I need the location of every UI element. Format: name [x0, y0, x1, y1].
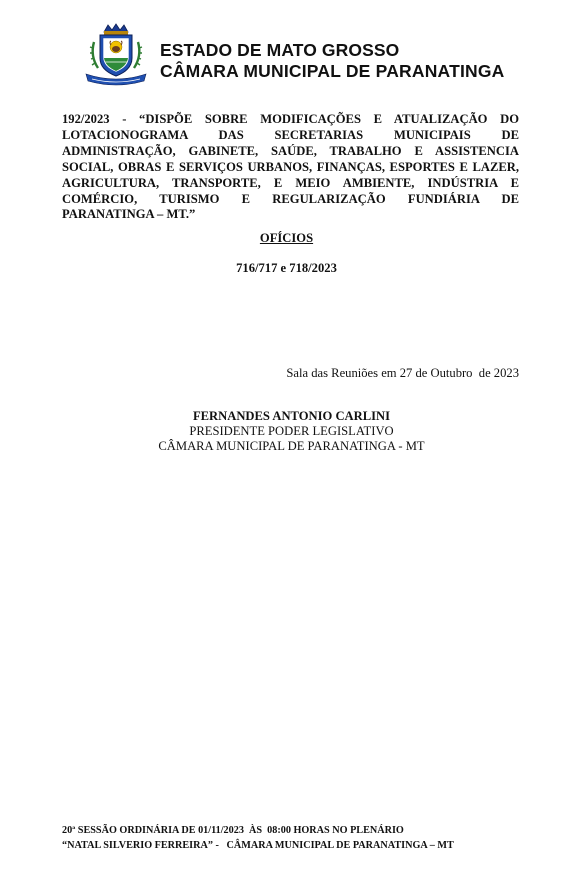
chamber-heading: CÂMARA MUNICIPAL DE PARANATINGA: [160, 61, 505, 81]
signer-organization: CÂMARA MUNICIPAL DE PARANATINGA - MT: [158, 439, 425, 453]
coat-of-arms-logo: [82, 22, 150, 86]
signer-role: PRESIDENTE PODER LEGISLATIVO: [189, 424, 394, 438]
oficios-numbers: 716/717 e 718/2023: [236, 261, 337, 275]
session-footer-line-1: 20ª SESSÃO ORDINÁRIA DE 01/11/2023 ÀS 08:00 HORAS NO PLENÁRIO: [62, 825, 404, 836]
bill-description: 192/2023 - “DISPÕE SOBRE MODIFICAÇÕES E ATUALIZAÇÃO DO LOTACIONOGRAMA DAS SECRETARIAS MUNICIPAIS DE ADMINISTRAÇÃO, GABINETE, SAÚDE, TRABALHO E ASSISTENCIA SOCIAL, OBRAS E SERVIÇOS URBANOS, FINANÇAS, ESPORTES E LAZER, AGRICULTURA, TRANSPORTE, E MEIO AMBIENTE, INDÚSTRIA E COMÉRCIO, TURISMO E REGULARIZAÇÃO FUNDIÁRIA DE PARANATINGA – MT.”: [62, 112, 519, 222]
session-footer-line-2: “NATAL SILVERIO FERREIRA” - CÂMARA MUNICIPAL DE PARANATINGA – MT: [62, 840, 454, 851]
state-heading: ESTADO DE MATO GROSSO: [160, 40, 400, 60]
coat-of-arms-icon: [82, 22, 150, 86]
meeting-date: Sala das Reuniões em 27 de Outubro de 2023: [286, 366, 519, 380]
oficios-title: OFÍCIOS: [259, 231, 314, 245]
signer-name: FERNANDES ANTONIO CARLINI: [192, 409, 391, 423]
